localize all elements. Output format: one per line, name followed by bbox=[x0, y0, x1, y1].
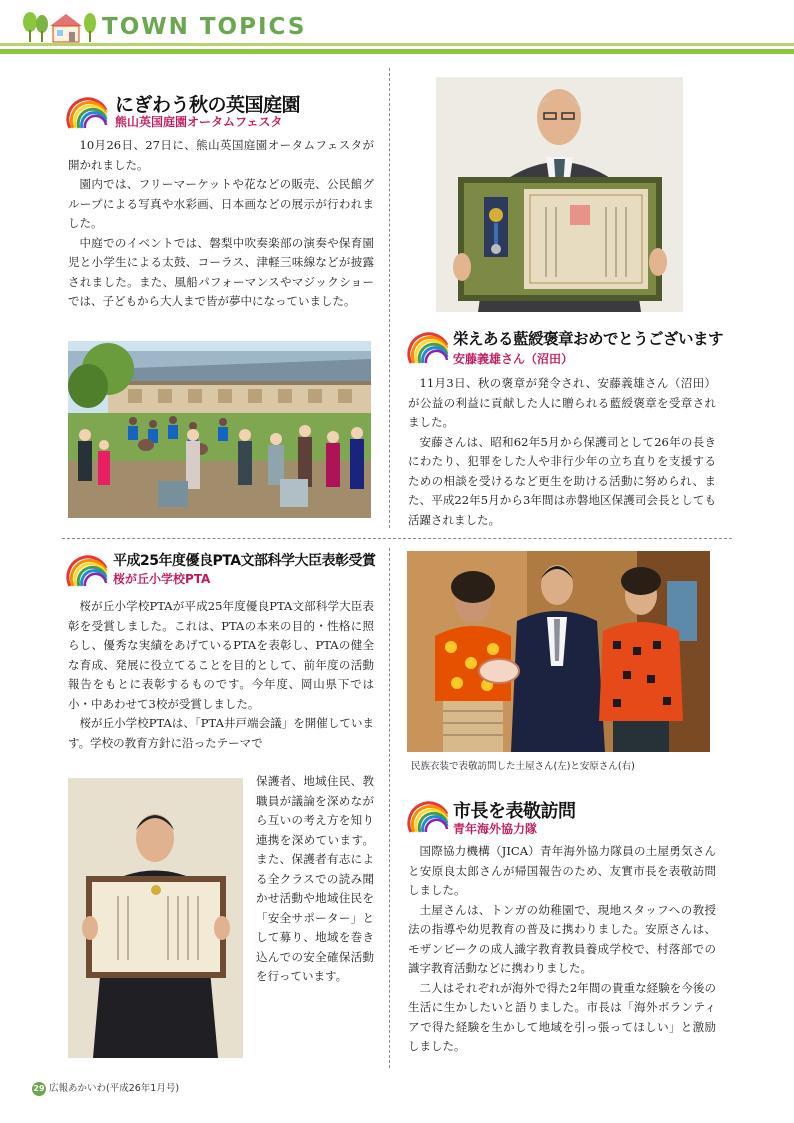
award-recipient-photo bbox=[436, 77, 683, 312]
photo-caption: 民族衣装で表敬訪問した土屋さん(左)と安原さん(右) bbox=[411, 761, 635, 772]
article-body bbox=[408, 374, 716, 530]
page-number: 29 bbox=[32, 1082, 46, 1096]
header-rule bbox=[0, 43, 794, 46]
rainbow-icon bbox=[407, 792, 449, 834]
pta-representative-photo bbox=[68, 778, 243, 1058]
header-title: TOWN TOPICS bbox=[102, 14, 307, 40]
article-subtitle: 青年海外協力隊 bbox=[453, 822, 538, 836]
jica-visit-photo bbox=[407, 551, 710, 752]
rainbow-icon bbox=[66, 546, 108, 588]
page-footer bbox=[32, 1080, 179, 1096]
column-divider-bottom bbox=[389, 548, 390, 1068]
town-houses-icon bbox=[20, 10, 100, 44]
article-title: にぎわう秋の英国庭園 bbox=[115, 94, 301, 116]
article-title: 平成25年度優良PTA文部科学大臣表彰受賞 bbox=[113, 553, 376, 569]
rainbow-icon bbox=[407, 323, 449, 365]
page-header bbox=[0, 0, 794, 60]
article-body-wrap bbox=[256, 772, 374, 987]
paragraph: 中庭でのイベントでは、磐梨中吹奏楽部の演奏や保育園児と小学生による太鼓、コーラス、津軽三味線などが披露されました。また、風船パフォーマンスやマジックショーでは、子どもから大人まで皆が夢中になっていました。 bbox=[68, 235, 374, 308]
rainbow-icon bbox=[66, 88, 108, 130]
section-divider bbox=[62, 538, 732, 539]
paragraph: 安藤さんは、昭和62年5月から保護司として26年の長きにわたり、犯罪をした人や非行少年の立ち直りを支援するための相談を受けるなど更生を助ける活動に努められ、また、平成22年5月から3年間は赤磐地区保護司会長としても活躍されました。 bbox=[408, 434, 716, 527]
article-body bbox=[68, 597, 374, 753]
paragraph: 国際協力機構（JICA）青年海外協力隊員の土屋勇気さんと安原良太郎さんが帰国報告のため、友實市長を表敬訪問しました。 bbox=[408, 844, 716, 897]
article-body bbox=[408, 842, 716, 1057]
column-divider-top bbox=[389, 68, 390, 528]
paragraph: 桜が丘小学校PTAは、「PTA井戸端会議」を開催しています。学校の教育方針に沿ったテーマで bbox=[68, 716, 374, 750]
article-subtitle: 安藤義雄さん（沼田） bbox=[453, 352, 574, 366]
article-title: 市長を表敬訪問 bbox=[453, 801, 576, 822]
paragraph: 桜が丘小学校PTAが平成25年度優良PTA文部科学大臣表彰を受賞しました。これは、PTAの本来の目的・性格に照らし、優秀な実績をあげているPTAを表彰し、PTAの健全な育成、発展に役立てることを目的として、前年度の活動報告をもとに表彰するものです。今年度、岡山県下では小・中あわせて3校が受賞しました。 bbox=[68, 599, 374, 711]
paragraph: 二人はそれぞれが海外で得た2年間の貴重な経験を今後の生活に生かしたいと語りました。市長は「海外ボランティアで得た経験を生かして地域を引っ張ってほしい」と激励しました。 bbox=[408, 980, 716, 1053]
paragraph: 11月3日、秋の褒章が発令され、安藤義雄さん（沼田）が公益の利益に貢献した人に贈られる藍綬褒章を受章されました。 bbox=[408, 376, 716, 429]
header-rule-thick bbox=[0, 49, 794, 54]
publication-name: 広報あかいわ(平成26年1月号) bbox=[49, 1083, 180, 1094]
paragraph: 土屋さんは、トンガの幼稚園で、現地スタッフへの教授法の指導や幼児教育の普及に携わりました。安原さんは、モザンビークの成人識字教育教員養成学校で、村落部での識字教育活動などに携わりました。 bbox=[408, 902, 716, 975]
paragraph: 園内では、フリーマーケットや花などの販売、公民館グループによる写真や水彩画、日本画などの展示が行われました。 bbox=[68, 177, 374, 230]
paragraph: 10月26日、27日に、熊山英国庭園オータムフェスタが開かれました。 bbox=[68, 138, 374, 172]
article-title: 栄えある藍綬褒章おめでとうございます bbox=[453, 330, 724, 348]
article-body bbox=[68, 136, 374, 312]
paragraph: 保護者、地域住民、教職員が議論を深めながら互いの考え方を知り連携を深めています。また、保護者有志による全クラスでの読み聞かせ活動や地域住民を「安全サポーター」として募り、地域を巻き込んでの安全確保活動を行っています。 bbox=[256, 774, 374, 983]
garden-festival-photo bbox=[68, 341, 371, 518]
article-subtitle: 熊山英国庭園オータムフェスタ bbox=[115, 115, 283, 129]
article-subtitle: 桜が丘小学校PTA bbox=[113, 572, 211, 586]
